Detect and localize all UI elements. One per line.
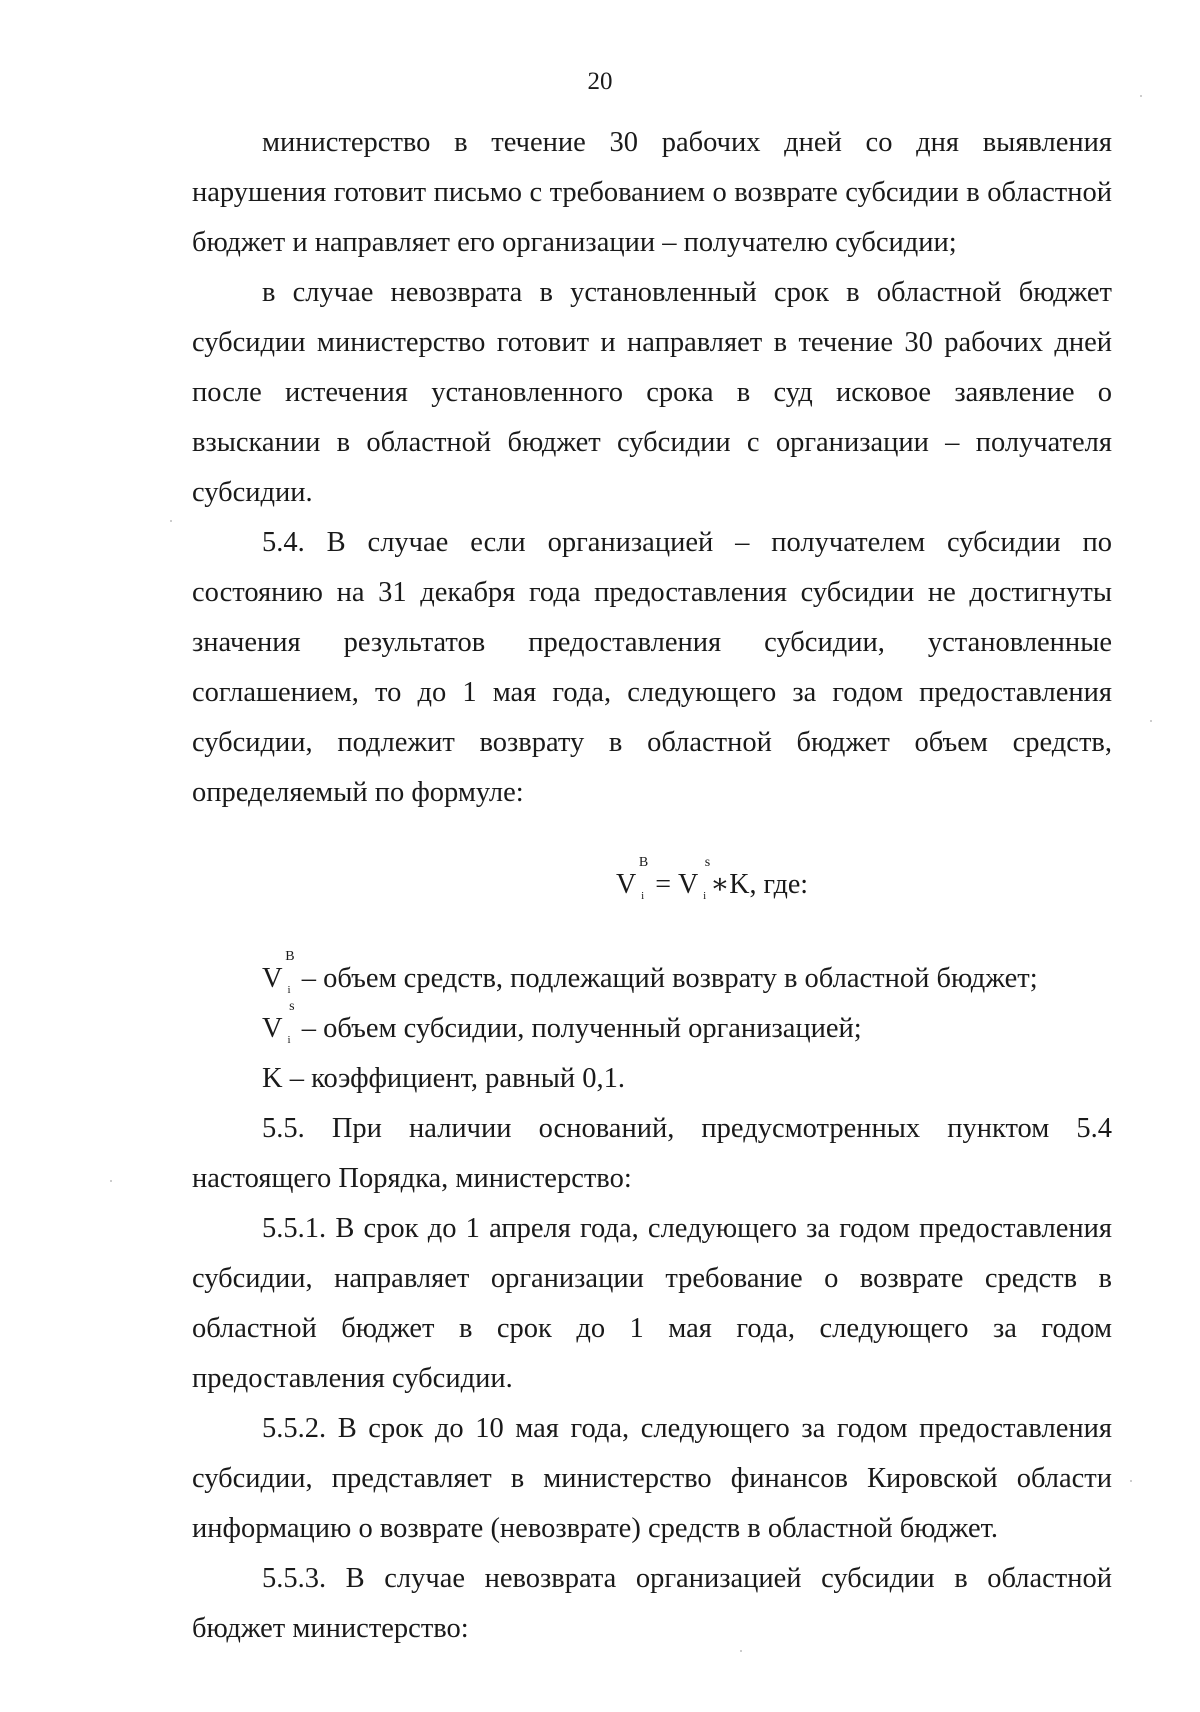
paragraph-5-5-3: 5.5.3. В случае невозврата организацией субсидии в областной бюджет министерство: [192, 1563, 1112, 1644]
paragraph-5-4: 5.4. В случае если организацией – получателем субсидии по состоянию на 31 декабря года предоставления субсидии не достигнуты значения результатов предоставления субсидии, установленные соглашением, то до 1 мая года, следующего за годом предоставления субсидии, подлежит возврату в областной бюджет объем средств, определяемый по формуле: [192, 527, 1112, 808]
scan-speck [1130, 1480, 1132, 1482]
definition-subsidy-volume: V s i – объем субсидии, полученный организацией; [192, 1004, 1112, 1054]
scan-speck [110, 1180, 112, 1182]
definition-symbol: V В i [262, 949, 295, 996]
page-number: 20 [587, 68, 613, 95]
paragraph-5-5-1: 5.5.1. В срок до 1 апреля года, следующего за годом предоставления субсидии, направляет организации требование о возврате средств в областной бюджет в срок до 1 мая года, следующего за годом предоставления субсидии. [192, 1213, 1112, 1394]
formula-operator: ∗ [710, 869, 730, 900]
definition-coefficient: K – коэффициент, равный 0,1. [262, 1063, 626, 1094]
scan-speck [1150, 720, 1152, 722]
paragraph-5-5: 5.5. При наличии оснований, предусмотренных пунктом 5.4 настоящего Порядка, министерство: [192, 1113, 1112, 1194]
formula-equals: = [655, 869, 671, 900]
scan-speck [1140, 95, 1142, 97]
definition-returned-volume: V В i – объем средств, подлежащий возврату в областной бюджет; [192, 954, 1112, 1004]
document-body [192, 118, 1112, 1654]
paragraph-5-5-2: 5.5.2. В срок до 10 мая года, следующего за годом предоставления субсидии, представляет в министерство финансов Кировской области информацию о возврате (невозврате) средств в областной бюджет. [192, 1413, 1112, 1544]
formula-lhs: V В i [615, 855, 649, 902]
formula-rhs-subsidy: V s i [678, 855, 711, 902]
paragraph-notice-letter: министерство в течение 30 рабочих дней со дня выявления нарушения готовит письмо с требованием о возврате субсидии в областной бюджет и направляет его организации – получателю субсидии; [192, 127, 1112, 258]
definition-symbol: V s i [262, 999, 295, 1046]
scan-speck [170, 520, 172, 522]
paragraph-lawsuit: в случае невозврата в установленный срок в областной бюджет субсидии министерство готовит и направляет в течение 30 рабочих дней после истечения установленного срока в суд исковое заявление о взыскании в областной бюджет субсидии с организации – получателя субсидии. [192, 277, 1112, 508]
return-formula [192, 855, 1112, 910]
formula-tail: K, где: [729, 869, 809, 900]
scan-speck [740, 1650, 742, 1652]
